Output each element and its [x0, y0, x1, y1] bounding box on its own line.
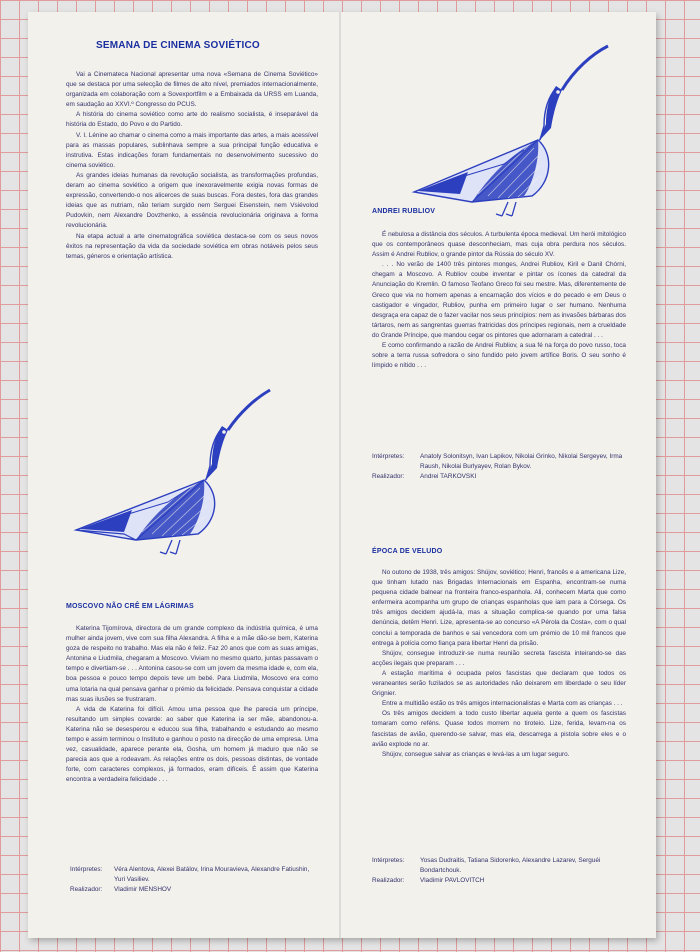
film-title-moscovo: MOSCOVO NÃO CRÊ EM LÁGRIMAS: [66, 603, 194, 610]
synopsis-paragraph: No outono de 1938, três amigos: Shújov, soviético; Henri, francês e a americana Lize, que tinham lutado nas Brigadas Internacionais em Espanha, encontram-se numa pequena cidade balnear na fronteira franco-espanhola. Ali, conhecem Marta que como enfermeira acompanha um grupo de crianças espanholas que iam para a Córsega. Os três amigos decidem ajudá-la, mas a situação complica-se quando por uma falsa denúncia, detêm Henri. Lize, apresenta-se ao concurso «A Pérola da Costa», com o qual conclui a temporada de banhos e sai vencedora com um prémio de 10 mil francos que entrega à polícia como fiança para libertar Henri da prisão.: [372, 569, 626, 647]
cast-label: Intérpretes:: [70, 866, 103, 873]
synopsis-paragraph: Entre a multidão estão os três amigos internacionalistas e Marta com as crianças . . .: [382, 700, 623, 708]
synopsis-paragraph: Shújov, consegue salvar as crianças e levá-las a um lugar seguro.: [382, 750, 570, 758]
synopsis-paragraph: Os três amigos decidem a todo custo libertar aquela gente a quem os fascistas tomaram como reféns. Quase todos morrem no tiroteio. Lize, ferida, levam-na os fascistas de avião, querendo-se salvar, mas ela, descarrega a pistola sobre eles e o avião explode no ar.: [372, 710, 626, 748]
intro-text: [66, 70, 318, 262]
director-label: Realizador:: [70, 886, 103, 894]
leaflet-sheet: [28, 12, 656, 938]
cast-row: [372, 452, 626, 472]
director-value: Vladimir MENSHOV: [114, 886, 172, 894]
cast-value: Anatoly Solonitsyn, Ivan Lapikov, Nikolai Grinko, Nikolai Sergeyev, Irma Raush, Nikolai Burlyayev, Rolan Bykov.: [420, 453, 623, 471]
director-row: [70, 885, 318, 895]
intro-paragraph: As grandes ideias humanas da revolução socialista, as transformações profundas, deram ao cinema soviético a origem que inexoravelmente exigia novas formas de expressão, convertendo-o nos alicerces de suas buscas. Fora destes, fora das grandes ideias que as nutriam, não teriam surgido nem Serguei Eisenstein, nem Vsiévolod Pudovkin, nem Alexandre Dovzhenko, a essência revolucionária originava a forma revolucionária.: [66, 171, 318, 230]
credits-rubliov: [372, 452, 626, 482]
film-title-rubliov: ANDREI RUBLIOV: [372, 208, 436, 215]
synopsis-paragraph: E como confirmando a razão de Andrei Rubliov, a sua fé na força do povo russo, toca sobre a terra russa sofredora o sino fundido pelo jovem artífice Boris. O seu sonho é límpido e nítido . . .: [372, 342, 626, 370]
credits-moscovo: [70, 865, 318, 895]
intro-paragraph: A história do cinema soviético como arte do realismo socialista, é inseparável da história do Estado, do Povo e do Partido.: [66, 111, 318, 129]
intro-paragraph: V. I. Lénine ao chamar o cinema como a mais importante das artes, a mais acessível para as massas populares, sublinhava sempre a sua principal função educativa e instrutiva. Estas indicações foram fundamentais no desenvolvimento sucessivo do cinema soviético.: [66, 131, 318, 169]
director-label: Realizador:: [372, 473, 405, 481]
film-title-epoca: ÉPOCA DE VELUDO: [372, 548, 443, 555]
cast-value: Véra Alentova, Alexei Batálov, Irina Mouravieva, Alexandre Fatiushin, Yuri Vasiliev.: [114, 866, 310, 884]
director-row: [372, 876, 626, 886]
film-synopsis-epoca: [372, 568, 626, 760]
cast-label: Intérpretes:: [372, 453, 405, 460]
synopsis-paragraph: . . . No verão de 1400 três pintores monges, Andrei Rubliov, Kiril e Danil Chórni, chegam a Moscovo. A Rubliov coube inventar e pintar os ícones da catedral da Anunciação do Kremlin. O famoso Teofano Greco foi seu mestre. Mas, diferentemente de Greco que via no homem apenas a encarnação dos vícios e do pecado e em Deus o castigador e vingador, Rubliov, punha em primeiro lugar o ser humano. Nenhuma desgraça era capaz de o fazer vacilar nos seus princípios: nem as invasões bárbaras dos tártaros, nem as sangrentas guerras fratricidas dos príncipes regionais, nem a crueldade do Grande Príncipe, que mandou cegar os pintores que adornaram a catedral . . .: [372, 261, 626, 339]
synopsis-paragraph: A estação marítima é ocupada pelos fascistas que declaram que todos os veraneantes serão fuzilados se as autoridades não deixarem em liberdade o seu líder Grignier.: [372, 669, 626, 698]
intro-paragraph: Vai a Cinemateca Nacional apresentar uma nova «Semana de Cinema Soviético» que se destaca por uma selecção de filmes de alto nível, premiados internacionalmente, organizada em colaboração com a Sovexportfilm e a Embaixada da URSS em Luanda, em saudação ao XXVI.º Congresso do PCUS.: [66, 71, 318, 109]
synopsis-paragraph: Shújov, consegue introduzir-se numa reunião secreta fascista inteirando-se das acções ilegais que preparam . . .: [372, 649, 626, 667]
cast-label: Intérpretes:: [372, 857, 405, 864]
cast-value: Yosas Dudraitis, Tatiana Sidorenko, Alexandre Lazarev, Serguéi Bondartchouk.: [420, 857, 601, 875]
cast-row: [372, 856, 626, 876]
credits-epoca: [372, 856, 626, 886]
film-synopsis-rubliov: [372, 230, 626, 371]
bird-illustration-icon: [72, 384, 272, 556]
cast-row: [70, 865, 318, 885]
page-title: SEMANA DE CINEMA SOVIÉTICO: [96, 40, 260, 51]
director-row: [372, 472, 626, 482]
bird-illustration-icon: [410, 42, 610, 218]
center-fold: [339, 12, 341, 938]
synopsis-paragraph: É nebulosa a distância dos séculos. A turbulenta época medieval. Um herói mitológico que os contemporâneos quase desconheciam, mas cuja obra perdura nos séculos. Assim é Andrei Rubliov, o grande pintor da Rússia do século XV.: [372, 231, 626, 259]
director-label: Realizador:: [372, 877, 405, 885]
director-value: Andrei TARKOVSKI: [420, 473, 477, 481]
intro-paragraph: Na etapa actual a arte cinematográfica soviética destaca-se com os seus novos êxitos na representação da vida da sociedade soviética em obras notáveis pelos seus temas, géneros e orientação artística.: [66, 232, 318, 260]
synopsis-paragraph: A vida de Katerina foi difícil. Amou uma pessoa que lhe parecia um príncipe, resultando um simples covarde: ao saber que Katerina ia ser mãe, abandonou-a. Katerina não se desesperou e educou sua filha, trabalhando e estudando ao mesmo tempo e assim terminou o Instituto e ganhou o posto na direcção de uma empresa. Uma vez, casualidade, aparece perante ela, Gosha, um homem já maduro que não se parecia aos que a rodeavam. As relações entre os dois, pessoas distintas, de vontade forte, com caracteres complexos, já formados, eram difíceis. É assim que Katerina encontra a verdadeira felicidade . . .: [66, 705, 318, 784]
synopsis-paragraph: Katerina Tijomírova, directora de um grande complexo da indústria química, é uma mulher ainda jovem, vive com sua filha Alexandra. A filha e a mãe dão-se bem, Katerina goza de respeito no trabalho. Mas ela não é feliz. Faz 20 anos que com as suas amigas, Antonina e Liudmila, chegaram a Moscovo. Viviam no mesmo quarto, juntas passavam o tempo e divertiam-se . . . Antonina casou-se com um jovem da mesma idade e, com ela, boa pessoa e pouco tempo depois teve um bebé. Para Liudmila, Moscovo era como uma lotaria na qual pensava ganhar o prémio da felicidade. Pensava conquistar a cidade mas suas ilusões se frustraram.: [66, 625, 318, 703]
film-synopsis-moscovo: [66, 624, 318, 786]
director-value: Vladimir PAVLOVITCH: [420, 877, 485, 885]
